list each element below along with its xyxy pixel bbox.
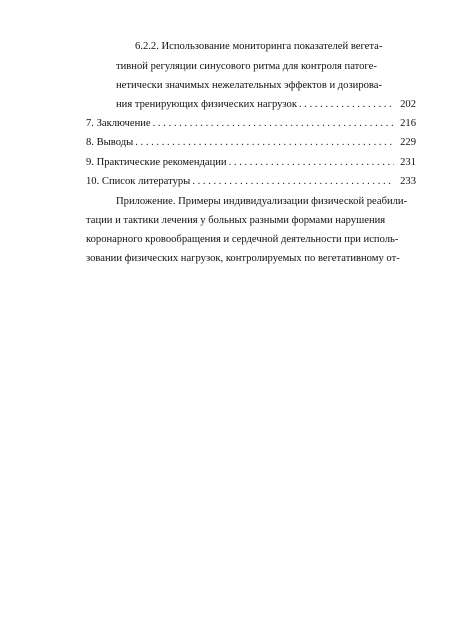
toc-item-9-page: 231	[400, 157, 416, 168]
toc-item-9-label: 9. Практические рекомендации	[86, 157, 227, 168]
toc-item-10-page: 233	[400, 176, 416, 187]
toc-item-6-2-2-line2: тивной регуляции синусового ритма для контроля патоге-	[116, 61, 377, 72]
toc-item-8-label: 8. Выводы	[86, 137, 134, 148]
leader-dots	[299, 98, 394, 111]
toc-item-6-2-2-page: 202	[400, 99, 416, 110]
leader-dots	[135, 136, 394, 149]
toc-item-6-2-2-line4: ния тренирующих физических нагрузок	[116, 99, 297, 110]
appendix-line2: тации и тактики лечения у больных разными формами нарушения	[86, 215, 386, 226]
toc-item-9	[86, 156, 416, 169]
toc-item-6-2-2-line3: нетически значимых нежелательных эффектов и дозирова-	[116, 80, 383, 91]
toc-item-8	[86, 136, 416, 149]
toc-item-7-page: 216	[400, 118, 416, 129]
leader-dots	[153, 117, 394, 130]
toc-item-10-label: 10. Список литературы	[86, 176, 191, 187]
toc-item-7-label: 7. Заключение	[86, 118, 151, 129]
leader-dots	[192, 175, 394, 188]
toc-item-10	[86, 175, 416, 188]
toc-item-8-page: 229	[400, 137, 416, 148]
appendix-line3: коронарного кровообращения и сердечной деятельности при исполь-	[86, 234, 399, 245]
appendix-line4: зовании физических нагрузок, контролируемых по вегетативному от-	[86, 253, 400, 264]
toc-item-7	[86, 117, 416, 130]
leader-dots	[229, 156, 394, 169]
toc-item-6-2-2-line1: 6.2.2. Использование мониторинга показателей вегета-	[135, 41, 383, 52]
appendix-line1: Приложение. Примеры индивидуализации физической реабили-	[116, 196, 408, 207]
toc-item-6-2-2-last-line	[116, 98, 416, 111]
